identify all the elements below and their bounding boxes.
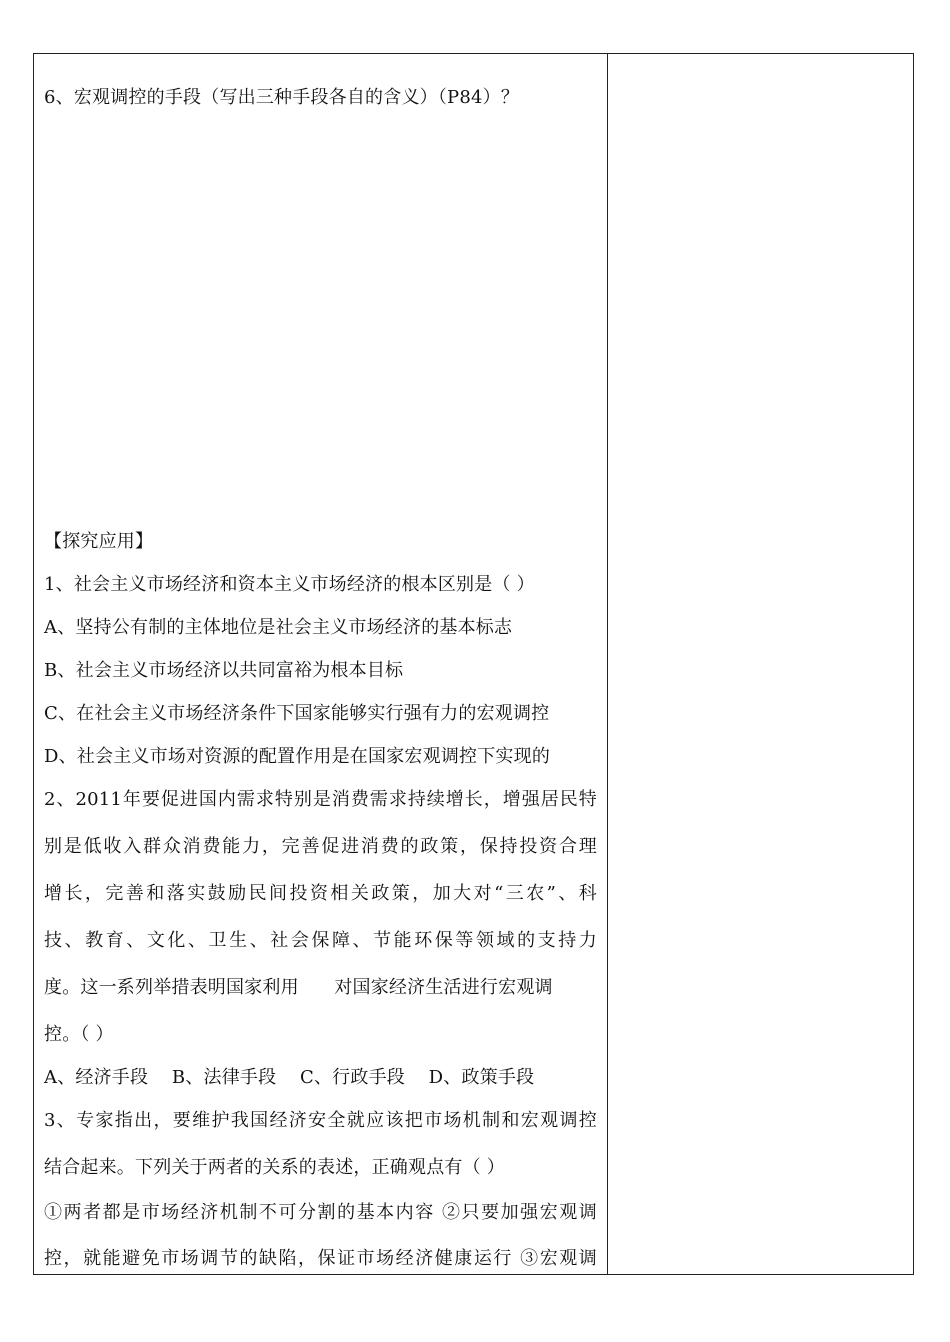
question-6: 6、宏观调控的手段（写出三种手段各自的含义）（P84）？ <box>44 87 520 108</box>
q2-line-1: 2、2011年要促进国内需求特别是消费需求持续增长，增强居民特 <box>44 789 597 810</box>
q1-option-d: D、社会主义市场对资源的配置作用是在国家宏观调控下实现的 <box>44 746 551 767</box>
column-divider <box>607 54 608 1274</box>
q1-option-b: B、社会主义市场经济以共同富裕为根本目标 <box>44 660 404 681</box>
q1-stem: 1、社会主义市场经济和资本主义市场经济的根本区别是（ ） <box>44 574 535 595</box>
q3-line-2: 结合起来。下列关于两者的关系的表述，正确观点有（ ） <box>44 1157 505 1178</box>
q3-line-1: 3、专家指出，要维护我国经济安全就应该把市场机制和宏观调控 <box>44 1110 597 1131</box>
q2-line-2: 别是低收入群众消费能力，完善促进消费的政策，保持投资合理 <box>44 836 597 857</box>
document-table <box>33 53 914 1275</box>
left-column <box>34 54 607 1274</box>
q3-line-4: 控，就能避免市场调节的缺陷，保证市场经济健康运行 ③宏观调 <box>44 1248 597 1269</box>
q2-line-3: 增长，完善和落实鼓励民间投资相关政策，加大对“三农”、科 <box>44 883 597 904</box>
q2-line-4: 技、教育、文化、卫生、社会保障、节能环保等领域的支持力 <box>44 930 597 951</box>
q2-line-5: 度。这一系列举措表明国家利用 对国家经济生活进行宏观调 <box>44 977 553 998</box>
q1-option-a: A、坚持公有制的主体地位是社会主义市场经济的基本标志 <box>44 617 513 638</box>
section-heading: 【探究应用】 <box>44 531 154 552</box>
q2-line-6: 控。（ ） <box>44 1024 114 1045</box>
q1-option-c: C、在社会主义市场经济条件下国家能够实行强有力的宏观调控 <box>44 703 550 724</box>
q2-options: A、经济手段 B、法律手段 C、行政手段 D、政策手段 <box>44 1067 535 1088</box>
q3-line-3: ①两者都是市场经济机制不可分割的基本内容 ②只要加强宏观调 <box>44 1202 597 1223</box>
